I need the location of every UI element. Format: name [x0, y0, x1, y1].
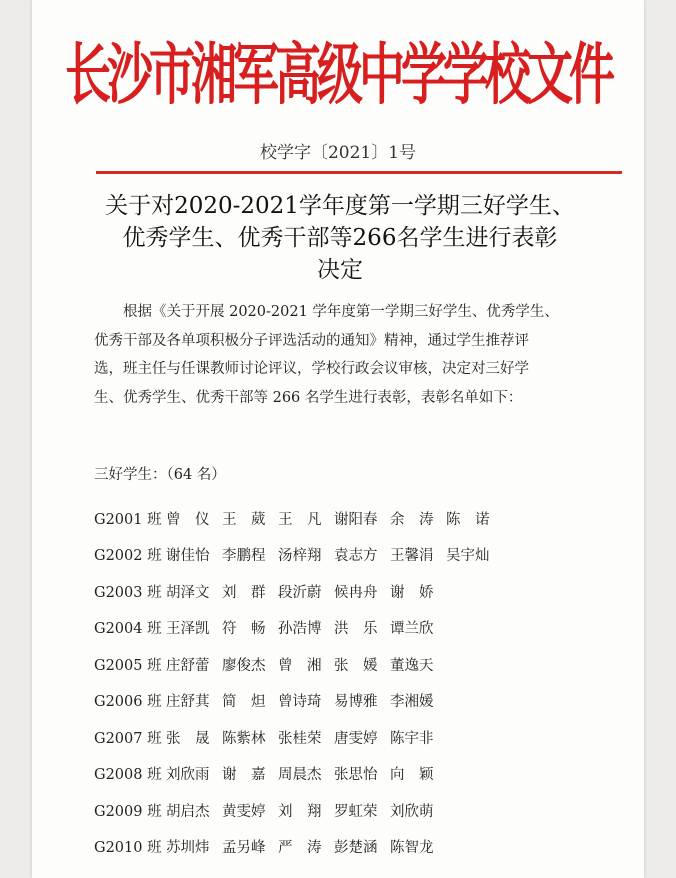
- class-row: [94, 500, 614, 537]
- student-name: 张 媛: [334, 657, 378, 674]
- student-name: 张思怡: [334, 767, 378, 784]
- class-label: G2006 班: [94, 694, 162, 711]
- student-name: 董逸天: [390, 657, 434, 674]
- student-name: 王馨涓: [390, 548, 434, 565]
- red-divider: [96, 171, 622, 174]
- student-name: 张桂荣: [278, 730, 322, 747]
- student-name: 段沂蔚: [278, 584, 322, 601]
- body-line: 优秀干部及各单项积极分子评选活动的通知》精神，通过学生推荐评: [94, 332, 529, 349]
- class-row: [94, 719, 614, 756]
- class-row: [94, 646, 614, 683]
- class-label: G2004 班: [94, 621, 162, 638]
- student-name: 周晨杰: [278, 767, 322, 784]
- title-line-2: 优秀学生、优秀干部等266名学生进行表彰: [122, 225, 558, 251]
- student-name: 谢佳怡: [166, 548, 210, 565]
- student-name: 严 涛: [278, 840, 322, 857]
- title-line-1: 关于对2020-2021学年度第一学期三好学生、: [105, 193, 575, 219]
- student-name: 王 葳: [222, 511, 266, 528]
- student-name: 袁志方: [334, 548, 378, 565]
- student-name: 陈 诺: [446, 511, 490, 528]
- student-name: 陈智龙: [390, 840, 434, 857]
- class-label: G2007 班: [94, 730, 162, 747]
- student-name: 谭兰欣: [390, 621, 434, 638]
- class-row: [94, 829, 614, 866]
- student-name: 王泽凯: [166, 621, 210, 638]
- student-name: 苏圳炜: [166, 840, 210, 857]
- class-label: G2002 班: [94, 548, 162, 565]
- student-name: 胡启杰: [166, 803, 210, 820]
- student-name: 唐雯婷: [334, 730, 378, 747]
- student-name: 向 颖: [390, 767, 434, 784]
- student-name: 庄舒蕾: [166, 657, 210, 674]
- class-row: [94, 756, 614, 793]
- title-line-3: 决定: [317, 257, 363, 283]
- student-name: 余 涛: [390, 511, 434, 528]
- student-name: 罗虹荣: [334, 803, 378, 820]
- class-label: G2010 班: [94, 840, 162, 857]
- student-name: 孙浩博: [278, 621, 322, 638]
- body-paragraph: [94, 298, 614, 412]
- student-name: 陈紫林: [222, 730, 266, 747]
- student-name: 胡泽文: [166, 584, 210, 601]
- body-line: 选，班主任与任课教师讨论评议，学校行政会议审核，决定对三好学: [94, 361, 529, 377]
- class-row: [94, 537, 614, 574]
- class-list: [94, 500, 614, 865]
- class-row: [94, 610, 614, 647]
- student-name: 刘欣雨: [166, 767, 210, 784]
- student-name: 刘 翔: [278, 803, 322, 820]
- student-name: 简 炟: [222, 694, 266, 711]
- class-row: [94, 573, 614, 610]
- student-name: 庄舒萁: [166, 694, 210, 711]
- student-name: 张 晟: [166, 730, 210, 747]
- student-name: 汤梓翔: [278, 548, 322, 565]
- class-row: [94, 683, 614, 720]
- class-label: G2008 班: [94, 767, 162, 784]
- student-name: 李鹏程: [222, 548, 266, 565]
- student-name: 曾 仪: [166, 511, 210, 528]
- document-number: 校学字〔2021〕1号: [259, 143, 417, 163]
- student-name: 廖俊杰: [222, 657, 266, 674]
- class-row: [94, 792, 614, 829]
- student-name: 陈宇非: [390, 730, 434, 747]
- student-name: 刘欣萌: [390, 803, 434, 820]
- body-line: 生、优秀学生、优秀干部等 266 名学生进行表彰，表彰名单如下：: [94, 389, 523, 406]
- student-name: 曾诗琦: [278, 694, 322, 711]
- document-header: 长沙市湘军高级中学学校文件: [65, 35, 611, 114]
- class-label: G2003 班: [94, 584, 162, 601]
- student-name: 易博雅: [334, 694, 378, 711]
- class-label: G2009 班: [94, 803, 162, 820]
- class-label: G2001 班: [94, 511, 162, 528]
- student-name: 黄雯婷: [222, 803, 266, 820]
- student-name: 符 畅: [222, 621, 266, 638]
- body-line: 根据《关于开展 2020-2021 学年度第一学期三好学生、优秀学生、: [123, 304, 559, 320]
- student-name: 候冉舟: [334, 584, 378, 601]
- student-name: 谢 娇: [390, 584, 434, 601]
- student-name: 彭楚涵: [334, 840, 378, 857]
- student-name: 谢阳春: [334, 511, 378, 528]
- student-name: 李湘媛: [390, 694, 434, 711]
- section-heading: 三好学生：（64 名）: [94, 467, 226, 483]
- student-name: 刘 群: [222, 584, 266, 601]
- document-title: [90, 190, 590, 286]
- student-name: 吴宇灿: [446, 548, 490, 565]
- student-name: 谢 嘉: [222, 767, 266, 784]
- class-label: G2005 班: [94, 657, 162, 674]
- student-name: 王 凡: [278, 511, 322, 528]
- student-name: 洪 乐: [334, 621, 378, 638]
- student-name: 曾 湘: [278, 657, 322, 674]
- document-page: [32, 0, 644, 878]
- student-name: 孟另峰: [222, 840, 266, 857]
